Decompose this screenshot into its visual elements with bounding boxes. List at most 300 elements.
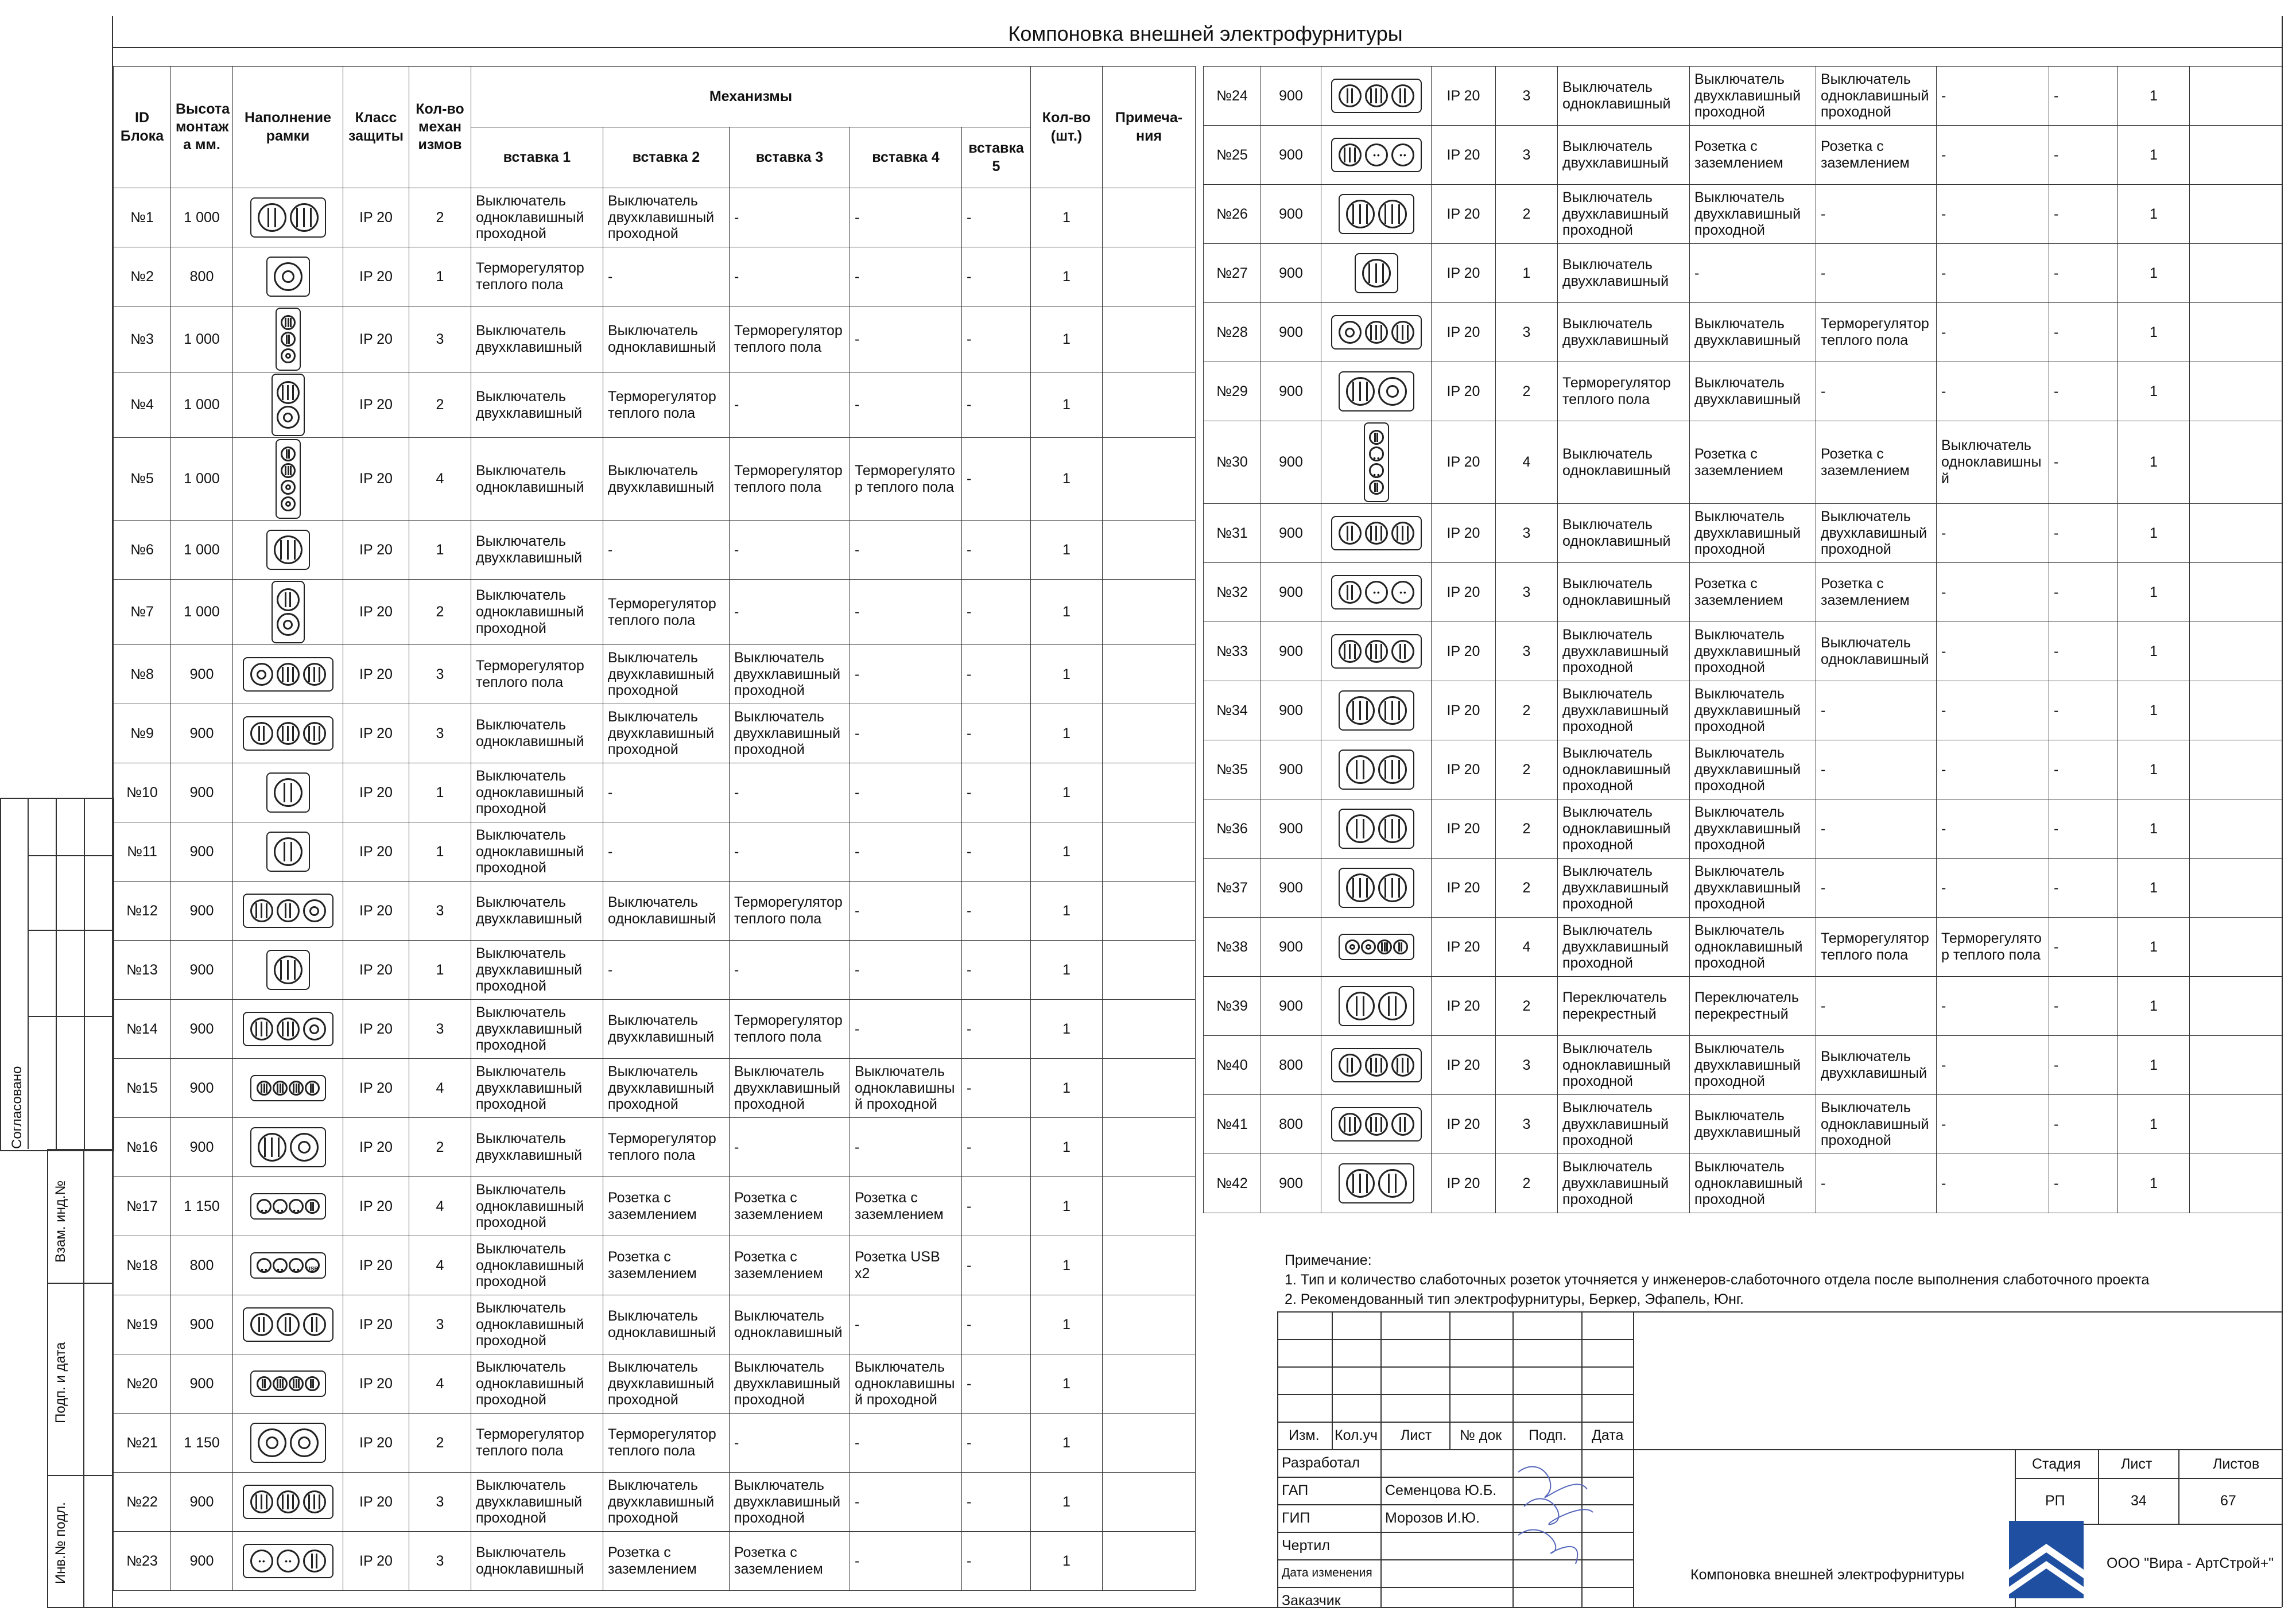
insert-2-cell: Выключатель двухклавишный [1690,1095,1816,1154]
header-mech-count: Кол-во механ измов [409,67,471,188]
notes-cell [2190,421,2282,504]
insert-5-cell: - [962,521,1031,580]
frame-symbol [266,832,310,872]
thermostat-icon [1378,377,1407,406]
mount-height-cell: 900 [1261,799,1321,859]
mech-count-cell: 3 [1496,622,1558,681]
table-row [114,1473,1196,1532]
mount-height-cell: 900 [1261,740,1321,799]
mech-count-cell: 3 [409,1473,471,1532]
insert-5-cell: - [2049,362,2118,421]
tb-hline [1277,1366,1633,1368]
frame-fill-cell [1321,977,1432,1036]
insert-1-cell: Выключатель двухклавишный [471,372,603,438]
insert-2-cell: Выключатель двухклавишный проходной [1690,799,1816,859]
block-id-cell: №18 [114,1236,171,1295]
mech-count-cell: 2 [409,372,471,438]
mech-count-cell: 3 [409,645,471,704]
frame-fill-cell [233,521,343,580]
double-key-switch-icon [1378,814,1407,843]
tb-sheets-label: Листов [2213,1456,2260,1472]
block-id-cell: №41 [1204,1095,1261,1154]
table-row [114,822,1196,882]
insert-3-cell: - [730,521,850,580]
insert-5-cell: - [2049,244,2118,303]
block-id-cell: №34 [1204,681,1261,740]
protection-class-cell: IP 20 [1432,504,1496,563]
quantity-cell: 1 [1031,763,1103,822]
notes-cell [2190,740,2282,799]
insert-4-cell: Выключатель одноклавишный проходной [850,1354,962,1414]
mount-height-cell: 900 [1261,126,1321,185]
insert-4-cell: - [850,521,962,580]
socket-icon [1369,463,1384,478]
quantity-cell: 1 [1031,1414,1103,1473]
insert-4-cell: - [1937,504,2049,563]
frame-fill-cell [1321,1095,1432,1154]
notes-cell [1103,1295,1196,1354]
protection-class-cell: IP 20 [343,882,409,941]
insert-3-cell: - [1816,681,1937,740]
double-key-switch-icon [1339,1113,1362,1136]
insert-4-cell: - [1937,1095,2049,1154]
insert-5-cell: - [2049,977,2118,1036]
insert-2-cell: Выключатель одноклавишный проходной [1690,918,1816,977]
notes-cell [2190,126,2282,185]
protection-class-cell: IP 20 [1432,185,1496,244]
mount-height-cell: 900 [1261,362,1321,421]
mount-height-cell: 900 [1261,681,1321,740]
insert-1-cell: Выключатель одноклавишный [1558,67,1690,126]
insert-5-cell: - [2049,1095,2118,1154]
side-stamp-lower-col [83,1149,84,1607]
socket-icon [277,1550,300,1572]
block-id-cell: №24 [1204,67,1261,126]
header-protection: Класс защиты [343,67,409,188]
insert-1-cell: Выключатель двухклавишный проходной [471,941,603,1000]
quantity-cell: 1 [1031,1354,1103,1414]
double-key-switch-icon [277,1018,300,1040]
insert-5-cell: - [962,1532,1031,1591]
protection-class-cell: IP 20 [343,1354,409,1414]
insert-4-cell: - [1937,740,2049,799]
notes-cell [2190,977,2282,1036]
protection-class-cell: IP 20 [1432,859,1496,918]
socket-icon [257,1199,272,1214]
frame-fill-cell [1321,799,1432,859]
quantity-cell: 1 [1031,521,1103,580]
mount-height-cell: 800 [1261,1095,1321,1154]
block-id-cell: №14 [114,1000,171,1059]
frame-symbol [266,257,310,297]
mech-count-cell: 2 [1496,681,1558,740]
notes-cell [2190,303,2282,362]
mech-count-cell: 1 [1496,244,1558,303]
double-key-switch-icon [250,1018,273,1040]
mech-count-cell: 1 [409,521,471,580]
notes-cell [1103,882,1196,941]
insert-3-cell: Выключатель двухклавишный проходной [730,1059,850,1118]
block-id-cell: №23 [114,1532,171,1591]
insert-3-cell: Выключатель двухклавишный проходной [730,1354,850,1414]
mech-count-cell: 3 [409,1000,471,1059]
single-key-switch-icon [250,722,273,745]
protection-class-cell: IP 20 [343,247,409,306]
protection-class-cell: IP 20 [1432,303,1496,362]
insert-5-cell: - [962,1177,1031,1236]
double-key-switch-icon [1346,377,1375,406]
notes-cell [1103,645,1196,704]
thermostat-icon [303,1018,326,1040]
quantity-cell: 1 [2118,740,2190,799]
quantity-cell: 1 [2118,1095,2190,1154]
insert-4-cell: - [1937,126,2049,185]
single-key-switch-icon [281,446,296,461]
double-key-switch-icon [1365,321,1388,344]
single-key-switch-icon [277,1313,300,1336]
insert-1-cell: Выключатель одноклавишный проходной [471,1236,603,1295]
protection-class-cell: IP 20 [1432,1036,1496,1095]
tb-vline [1380,1311,1382,1607]
tb-hline [2015,1478,2282,1479]
insert-4-cell: - [1937,622,2049,681]
frame-symbol [1331,1048,1422,1082]
mount-height-cell: 900 [171,1118,233,1177]
quantity-cell: 1 [2118,1036,2190,1095]
side-stamp-lower-row2 [47,1475,112,1476]
mech-count-cell: 3 [1496,67,1558,126]
insert-2-cell: Розетка с заземлением [603,1177,730,1236]
insert-1-cell: Выключатель двухклавишный проходной [1558,681,1690,740]
side-stamp-inv-orig: Инв.№ подл. [53,1502,68,1584]
block-id-cell: №31 [1204,504,1261,563]
table-row [114,1236,1196,1295]
usb-socket-icon [305,1258,320,1273]
thermostat-icon [277,613,300,636]
quantity-cell: 1 [1031,645,1103,704]
insert-3-cell: Выключатель двухклавишный проходной [730,704,850,763]
side-stamp-grid-row [28,855,112,856]
frame-fill-cell [233,1059,343,1118]
mount-height-cell: 800 [171,1236,233,1295]
insert-2-cell: Выключатель двухклавишный [603,1000,730,1059]
quantity-cell: 1 [2118,622,2190,681]
insert-5-cell: - [2049,421,2118,504]
frame-fill-cell [233,306,343,372]
notes-cell [1103,1473,1196,1532]
double-key-switch-icon [1365,1054,1388,1077]
protection-class-cell: IP 20 [343,188,409,247]
single-key-switch-icon [305,1376,320,1391]
double-key-switch-icon [1391,1054,1414,1077]
mechanisms-table-left [113,66,1196,1591]
block-id-cell: №4 [114,372,171,438]
frame-symbol [1331,575,1422,609]
quantity-cell: 1 [1031,188,1103,247]
double-key-switch-icon [277,1490,300,1513]
frame-symbol [1339,934,1414,960]
insert-1-cell: Выключатель двухклавишный проходной [471,1000,603,1059]
mech-count-cell: 4 [409,1354,471,1414]
insert-4-cell: Выключатель одноклавишный [1937,421,2049,504]
insert-2-cell: Выключатель двухклавишный проходной [1690,1036,1816,1095]
header-insert-3: вставка 3 [730,127,850,188]
protection-class-cell: IP 20 [343,580,409,645]
mount-height-cell: 900 [171,1295,233,1354]
insert-3-cell: - [730,822,850,882]
double-key-switch-icon [281,463,296,478]
mech-count-cell: 2 [409,1118,471,1177]
insert-3-cell: - [1816,859,1937,918]
mount-height-cell: 1 000 [171,521,233,580]
single-key-switch-icon [258,203,286,232]
insert-4-cell: - [850,188,962,247]
insert-1-cell: Терморегулятор теплого пола [471,247,603,306]
double-key-switch-icon [1391,321,1414,344]
protection-class-cell: IP 20 [343,521,409,580]
header-insert-2: вставка 2 [603,127,730,188]
insert-3-cell: Выключатель двухклавишный [1816,1036,1937,1095]
protection-class-cell: IP 20 [1432,1154,1496,1213]
frame-symbol [1331,138,1422,172]
frame-symbol [250,1370,326,1397]
double-key-switch-icon [250,899,273,922]
double-key-switch-icon [303,663,326,686]
insert-3-cell: Розетка с заземлением [730,1177,850,1236]
insert-2-cell: Выключатель двухклавишный [1690,362,1816,421]
notes-cell [1103,1414,1196,1473]
table-row [114,1177,1196,1236]
insert-3-cell: Терморегулятор теплого пола [1816,303,1937,362]
insert-5-cell: - [962,941,1031,1000]
mech-count-cell: 1 [409,941,471,1000]
tb-role-customer: Заказчик [1282,1593,1341,1609]
insert-5-cell: - [962,580,1031,645]
frame-fill-cell [1321,918,1432,977]
notes-item-2: 2. Рекомендованный тип электрофурнитуры, Беркер, Эфапель, Юнг. [1285,1291,1744,1307]
notes-cell [1103,580,1196,645]
tb-hline [1277,1339,1633,1340]
frame-fill-cell [1321,185,1432,244]
insert-2-cell: Розетка с заземлением [1690,563,1816,622]
block-id-cell: №37 [1204,859,1261,918]
frame-symbol [1364,422,1389,502]
insert-2-cell: Выключатель двухклавишный проходной [603,1059,730,1118]
mount-height-cell: 900 [1261,859,1321,918]
insert-1-cell: Терморегулятор теплого пола [1558,362,1690,421]
notes-cell [2190,1095,2282,1154]
block-id-cell: №5 [114,438,171,521]
side-stamp-grid-col2 [84,798,85,1149]
frame-fill-cell [1321,421,1432,504]
insert-4-cell: Розетка USB x2 [850,1236,962,1295]
table-row [1204,421,2282,504]
mount-height-cell: 900 [1261,185,1321,244]
tb-role-developer: Разработал [1282,1455,1360,1471]
block-id-cell: №15 [114,1059,171,1118]
insert-4-cell: - [1937,799,2049,859]
socket-icon [1391,143,1414,166]
insert-1-cell: Выключатель одноклавишный проходной [1558,799,1690,859]
quantity-cell: 1 [2118,504,2190,563]
frame-symbol [243,1544,333,1578]
tb-vline [1449,1311,1450,1449]
insert-3-cell: Выключатель двухклавишный проходной [1816,504,1937,563]
insert-1-cell: Выключатель одноклавишный проходной [471,1295,603,1354]
insert-2-cell: - [603,822,730,882]
mech-count-cell: 2 [1496,1154,1558,1213]
frame-symbol [272,581,305,643]
quantity-cell: 1 [2118,244,2190,303]
tb-col-date: Дата [1592,1427,1624,1443]
table-row [114,438,1196,521]
table-row [1204,303,2282,362]
block-id-cell: №9 [114,704,171,763]
block-id-cell: №40 [1204,1036,1261,1095]
insert-2-cell: Розетка с заземлением [1690,126,1816,185]
insert-4-cell: - [1937,859,2049,918]
notes-cell [2190,799,2282,859]
tb-vline [2098,1449,2099,1524]
frame-fill-cell [233,247,343,306]
block-id-cell: №35 [1204,740,1261,799]
frame-fill-cell [233,1473,343,1532]
quantity-cell: 1 [2118,421,2190,504]
quantity-cell: 1 [1031,1295,1103,1354]
mount-height-cell: 900 [171,1000,233,1059]
double-key-switch-icon [250,1490,273,1513]
insert-2-cell: Выключатель двухклавишный проходной [1690,622,1816,681]
notes-cell [1103,941,1196,1000]
tb-col-sign: Подп. [1529,1427,1567,1443]
frame-symbol [1339,809,1414,849]
quantity-cell: 1 [1031,1236,1103,1295]
table-row [1204,1095,2282,1154]
quantity-cell: 1 [1031,1532,1103,1591]
single-key-switch-icon [277,588,300,611]
single-key-switch-icon [1391,640,1414,663]
protection-class-cell: IP 20 [1432,67,1496,126]
side-stamp-grid [28,798,113,1149]
quantity-cell: 1 [1031,822,1103,882]
single-key-switch-icon [1378,992,1407,1020]
tb-name-gip: Морозов И.Ю. [1385,1510,1480,1526]
frame-fill-cell [1321,1036,1432,1095]
insert-4-cell: Выключатель одноклавишный проходной [850,1059,962,1118]
double-key-switch-icon [1346,200,1375,228]
block-id-cell: №10 [114,763,171,822]
tb-name-gap: Семенцова Ю.Б. [1385,1482,1497,1498]
table-row [114,306,1196,372]
insert-2-cell: Выключатель двухклавишный проходной [1690,859,1816,918]
insert-1-cell: Переключатель перекрестный [1558,977,1690,1036]
thermostat-icon [274,262,302,291]
tb-vline [1332,1311,1333,1449]
mount-height-cell: 900 [171,704,233,763]
thermostat-icon [1339,321,1362,344]
protection-class-cell: IP 20 [1432,622,1496,681]
insert-2-cell: Терморегулятор теплого пола [603,1414,730,1473]
signature-scribble [1507,1449,1599,1581]
insert-4-cell: - [1937,67,2049,126]
block-id-cell: №28 [1204,303,1261,362]
mech-count-cell: 3 [409,306,471,372]
insert-2-cell: Выключатель двухклавишный проходной [1690,185,1816,244]
frame-symbol [1339,868,1414,908]
insert-2-cell: Выключатель двухклавишный [603,438,730,521]
protection-class-cell: IP 20 [343,1414,409,1473]
insert-4-cell: - [1937,977,2049,1036]
protection-class-cell: IP 20 [1432,244,1496,303]
single-key-switch-icon [1339,522,1362,545]
insert-1-cell: Выключатель одноклавишный проходной [471,1354,603,1414]
double-key-switch-icon [277,722,300,745]
mount-height-cell: 1 150 [171,1414,233,1473]
notes-cell [1103,1354,1196,1414]
frame-symbol [243,657,333,692]
mech-count-cell: 4 [409,1236,471,1295]
block-id-cell: №38 [1204,918,1261,977]
insert-2-cell: - [603,247,730,306]
socket-icon [273,1199,288,1214]
frame-symbol [276,439,301,519]
notes-cell [2190,563,2282,622]
title-block [1277,1311,2282,1607]
insert-2-cell: Выключатель двухклавишный проходной [1690,740,1816,799]
insert-3-cell: - [1816,740,1937,799]
insert-1-cell: Выключатель двухклавишный проходной [1558,918,1690,977]
insert-4-cell: - [850,1000,962,1059]
mech-count-cell: 3 [409,704,471,763]
insert-3-cell: Выключатель одноклавишный проходной [1816,1095,1937,1154]
insert-3-cell: - [730,580,850,645]
single-key-switch-icon [274,778,302,807]
tb-role-gap: ГАП [1282,1482,1309,1498]
side-stamp-inv-replace: Взам. инд.№ [53,1180,68,1263]
block-id-cell: №22 [114,1473,171,1532]
quantity-cell: 1 [2118,918,2190,977]
frame-symbol [250,197,326,238]
frame-fill-cell [233,1118,343,1177]
frame-symbol [243,1485,333,1519]
block-id-cell: №25 [1204,126,1261,185]
single-key-switch-icon [1378,1169,1407,1198]
single-key-switch-icon [305,1081,320,1096]
insert-4-cell: - [1937,185,2049,244]
mech-count-cell: 4 [1496,918,1558,977]
frame-symbol [1339,371,1414,411]
block-id-cell: №6 [114,521,171,580]
insert-4-cell: - [850,763,962,822]
single-key-switch-icon [1393,939,1408,954]
mech-count-cell: 2 [1496,859,1558,918]
insert-4-cell: - [850,372,962,438]
insert-3-cell: - [1816,1154,1937,1213]
frame-fill-cell [1321,681,1432,740]
insert-2-cell: Терморегулятор теплого пола [603,580,730,645]
notes-cell [1103,1532,1196,1591]
table-row [1204,740,2282,799]
notes-cell [1103,763,1196,822]
insert-3-cell: - [730,372,850,438]
insert-1-cell: Выключатель одноклавишный проходной [1558,1036,1690,1095]
mount-height-cell: 800 [171,247,233,306]
frame-symbol [243,716,333,751]
insert-3-cell: Розетка с заземлением [730,1532,850,1591]
insert-2-cell: Выключатель двухклавишный проходной [1690,504,1816,563]
tb-col-list: Лист [1401,1427,1432,1443]
mount-height-cell: 800 [1261,1036,1321,1095]
